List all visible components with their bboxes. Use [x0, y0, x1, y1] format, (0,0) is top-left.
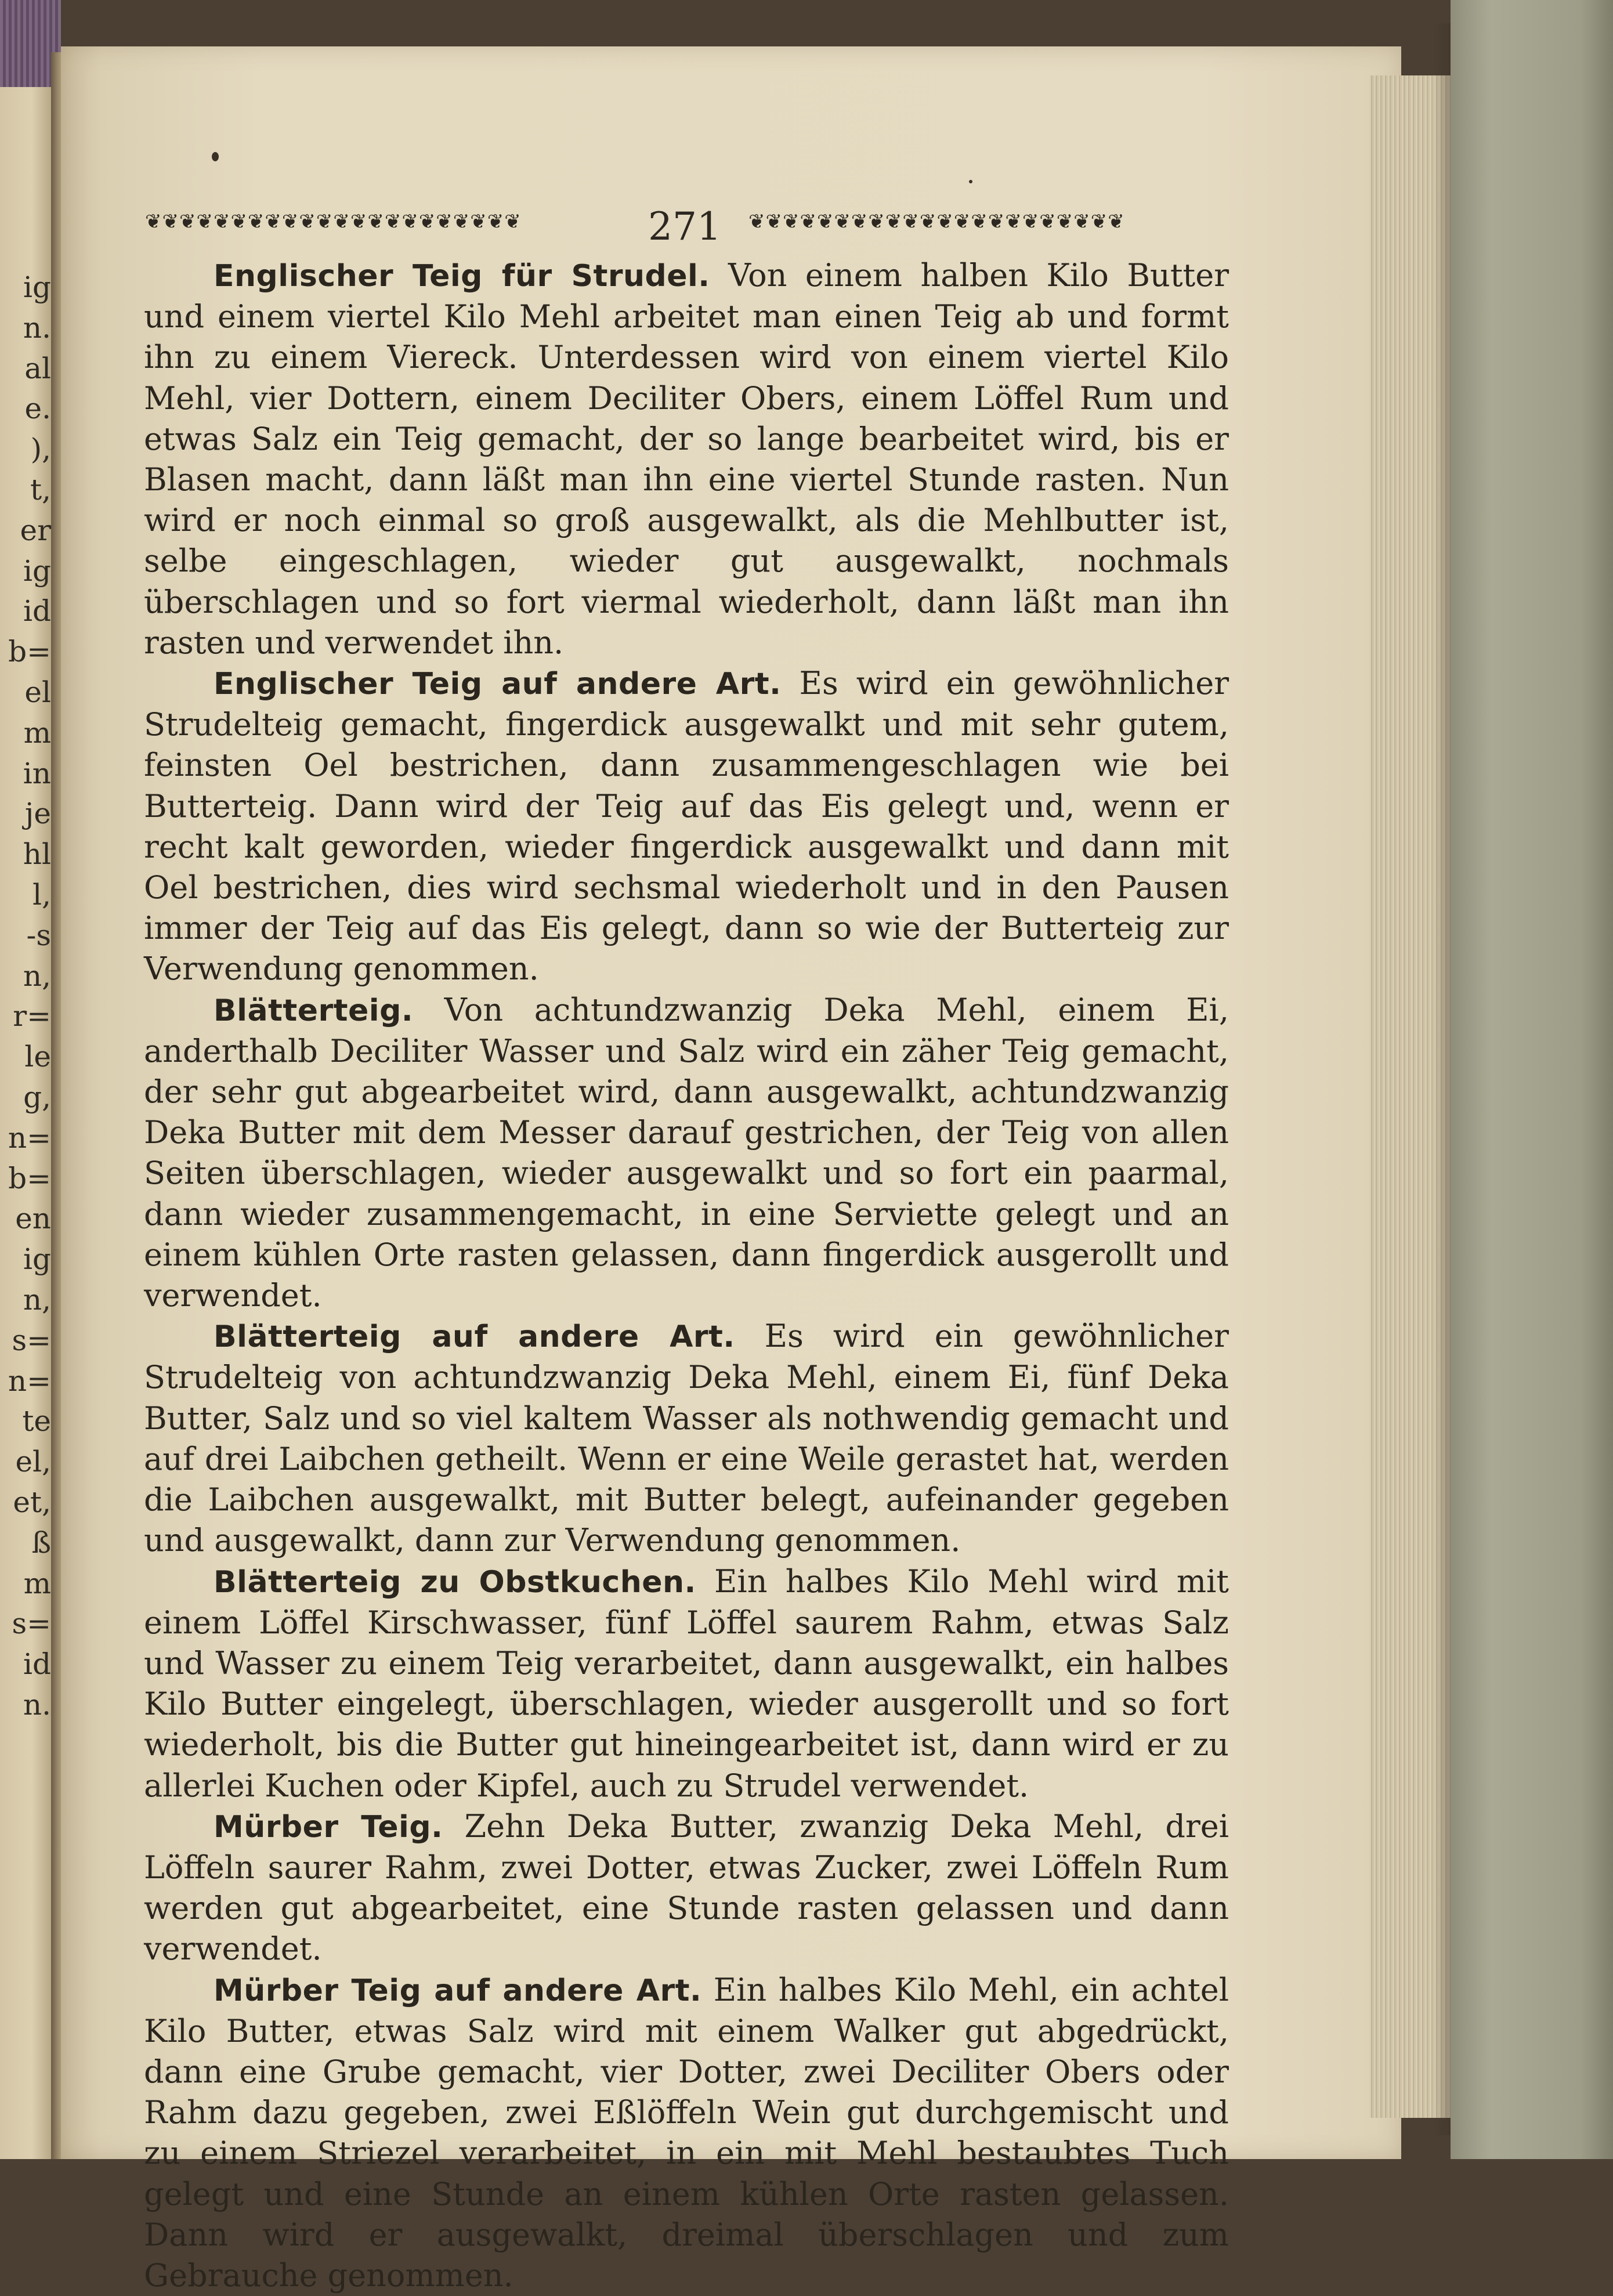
previous-page-fragment: le	[24, 1040, 51, 1073]
ink-speck	[969, 180, 972, 183]
previous-page-fragment: id	[23, 1647, 51, 1681]
previous-page-fragment: e.	[24, 392, 51, 425]
previous-page-fragment: je	[24, 797, 51, 830]
previous-page-fragment: r=	[13, 999, 51, 1033]
header-ornament-left: ❦❦❦❦❦❦❦❦❦❦❦❦❦❦❦❦❦❦❦❦❦❦	[145, 210, 522, 233]
header-ornament-right: ❦❦❦❦❦❦❦❦❦❦❦❦❦❦❦❦❦❦❦❦❦❦	[748, 210, 1125, 233]
previous-page-fragment: b=	[8, 635, 51, 668]
previous-page-fragment: n,	[23, 959, 51, 993]
recipe-title: Englischer Teig auf andere Art.	[214, 667, 782, 702]
previous-page-fragment: et,	[13, 1485, 51, 1519]
previous-page-fragment: n.	[23, 1688, 51, 1722]
recipe-paragraph	[144, 1806, 1229, 1970]
recipe-paragraph	[144, 1970, 1229, 2296]
recipe-paragraph	[144, 1316, 1229, 1561]
recipe-paragraph	[144, 1561, 1229, 1806]
recipe-paragraph	[144, 663, 1229, 990]
page-number: 271	[648, 204, 721, 249]
recipe-paragraph	[144, 255, 1229, 663]
previous-page-fragment: b=	[8, 1162, 51, 1195]
previous-page-fragment: m	[23, 1567, 51, 1600]
previous-page-fragment: s=	[12, 1324, 51, 1357]
previous-page-fragment: er	[20, 514, 51, 547]
previous-page-fragment: l,	[32, 878, 51, 912]
previous-page-fragment: n,	[23, 1283, 51, 1317]
previous-page-fragment: -s	[26, 919, 51, 952]
recipe-text	[144, 255, 1229, 2296]
previous-page-fragment: te	[22, 1404, 51, 1438]
previous-page-fragment: n=	[8, 1121, 51, 1155]
previous-page-fragment: in	[23, 757, 51, 790]
book-cover-board	[1451, 0, 1613, 2159]
recipe-body: Es wird ein gewöhnlicher Strudelteig gemacht, fingerdick ausgewalkt und mit sehr gutem, feinsten Oel bestrichen, dann zusammengeschlagen wie bei Butterteig. Dann wird der Teig auf das Eis gelegt und, wenn er recht kalt geworden, wieder fingerdick ausgewalkt und dann mit Oel bestrichen, dies wird sechsmal wiederholt und in den Pausen immer der Teig auf das Eis gelegt, dann so wie der Butterteig zur Verwendung genommen.	[144, 665, 1229, 988]
previous-page-fragment: al	[24, 352, 51, 385]
previous-page-fragment: t,	[30, 473, 51, 507]
previous-page-fragment: s=	[12, 1607, 51, 1640]
previous-page-fragment: ),	[30, 432, 51, 466]
previous-page-fragment: id	[23, 594, 51, 628]
recipe-paragraph	[144, 990, 1229, 1317]
recipe-title: Blätterteig zu Obstkuchen.	[214, 1564, 696, 1600]
previous-page-fragment: n=	[8, 1364, 51, 1398]
recipe-body: Von einem halben Kilo Butter und einem viertel Kilo Mehl arbeitet man einen Teig ab und formt ihn zu einem Viereck. Unterdessen wird von einem viertel Kilo Mehl, vier Dottern, einem Deciliter Obers, einem Löffel Rum und etwas Salz ein Teig gemacht, der so lange bearbeitet wird, bis er Blasen macht, dann läßt man ihn eine viertel Stunde rasten. Nun wird er noch einmal so groß ausgewalkt, als die Mehlbutter ist, selbe eingeschlagen, wieder gut ausgewalkt, nochmals überschlagen und so fort viermal wiederholt, dann läßt man ihn rasten und verwendet ihn.	[144, 257, 1229, 661]
previous-page-fragment: n.	[23, 311, 51, 345]
ink-speck	[212, 152, 219, 161]
previous-page-fragment: ig	[23, 1242, 51, 1276]
recipe-title: Blätterteig auf andere Art.	[214, 1319, 735, 1355]
previous-page-fragment: ig	[23, 554, 51, 588]
previous-page-fragment: el,	[15, 1445, 51, 1478]
recipe-body: Zehn Deka Butter, zwanzig Deka Mehl, drei Löffeln saurer Rahm, zwei Dotter, etwas Zucker, zwei Löffeln Rum werden gut abgearbeitet, eine Stunde rasten gelassen und dann verwendet.	[144, 1807, 1229, 1968]
previous-page-fragment: ig	[23, 270, 51, 304]
recipe-title: Englischer Teig für Strudel.	[214, 259, 710, 294]
previous-page-fragment: g,	[23, 1080, 51, 1114]
previous-page-fragment: el	[24, 675, 51, 709]
recipe-body: Ein halbes Kilo Mehl, ein achtel Kilo Butter, etwas Salz wird mit einem Walker gut abgedrückt, dann eine Grube gemacht, vier Dotter, zwei Deciliter Obers oder Rahm dazu gegeben, zwei Eßlöffeln Wein gut durchgemischt und zu einem Striezel verarbeitet, in ein mit Mehl bestaubtes Tuch gelegt und eine Stunde an einem kühlen Orte rasten gelassen. Dann wird er ausgewalkt, dreimal überschlagen und zum Gebrauche genommen.	[144, 1971, 1229, 2294]
previous-page-fragment: ß	[31, 1526, 51, 1560]
previous-page-fragment: en	[15, 1202, 51, 1235]
recipe-title: Mürber Teig auf andere Art.	[214, 1973, 702, 2008]
recipe-body: Es wird ein gewöhnlicher Strudelteig von achtundzwanzig Deka Mehl, einem Ei, fünf Deka Butter, Salz und so viel kaltem Wasser als nothwendig gemacht und auf drei Laibchen getheilt. Wenn er eine Weile gerastet hat, werden die Laibchen ausgewalkt, mit Butter belegt, aufeinander gegeben und ausgewalkt, dann zur Verwendung genommen.	[144, 1318, 1229, 1559]
recipe-title: Blätterteig.	[214, 993, 414, 1028]
recipe-body: Von achtundzwanzig Deka Mehl, einem Ei, anderthalb Deciliter Wasser und Salz wird ein zäher Teig gemacht, der sehr gut abgearbeitet wird, dann ausgewalkt, achtundzwanzig Deka Butter mit dem Messer darauf gestrichen, der Teig von allen Seiten überschlagen, wieder ausgewalkt und so fort ein paarmal, dann wieder zusammengemacht, in eine Serviette gelegt und an einem kühlen Orte rasten gelassen, dann fingerdick ausgerollt und verwendet.	[144, 991, 1229, 1314]
previous-page-fragment: hl	[23, 837, 51, 871]
recipe-title: Mürber Teig.	[214, 1809, 443, 1845]
previous-page-fragment: m	[23, 716, 51, 750]
recipe-body: Ein halbes Kilo Mehl wird mit einem Löffel Kirschwasser, fünf Löffel saurem Rahm, etwas Salz und Wasser zu einem Teig verarbeitet, dann ausgewalkt, ein halbes Kilo Butter eingelegt, überschlagen, wieder ausgerollt und so fort wiederholt, bis die Butter gut hineingearbeitet ist, dann wird er zu allerlei Kuchen oder Kipfel, auch zu Strudel verwendet.	[144, 1563, 1229, 1804]
